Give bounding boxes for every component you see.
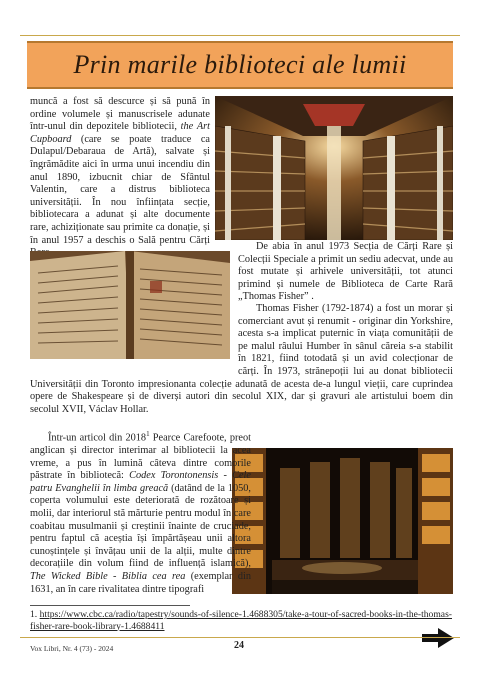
top-rule [20, 35, 460, 36]
footnote: 1. https://www.cbc.ca/radio/tapestry/sounds-of-silence-1.4688305/take-a-tour-of-sacred-books-in-the-thomas-fisher-rare-book-library-1.4688411 [30, 609, 452, 632]
paragraph-4: Într-un articol din 2018$^1$ Pearce Carefoote, preot anglican și director interimar al bibliotecii la acea vreme, a pus în lumină câteva dintre comorile păstrate în bibliotecă: Codex Torontonensis - Cele patru Evanghelii în limba greacă (datând de la 1050, coperta volumului este deteriorată de rozătoare și molii, dar interiorul stă mărturie pentru modul în care coabitau musulmanii și creștinii înainte de cruciade, pentru faptul că aceștia își împărtășeau unii altora cunoștințele și învățau unii de la alții, multe dintre decorațiile din volum fiind de influență islamică), The Wicked Bible - Biblia cea rea (exemplar din 1631, an în care rivalitatea dintre tipografi [30, 428, 453, 610]
journal-name: Vox Libri, Nr. 4 (73) - 2024 [30, 644, 114, 653]
library-interior-photo [215, 96, 453, 240]
paragraph-2: De abia în anul 1973 Secția de Cărți Rare și Colecții Speciale a primit un sediu adecvat, unde au fost mutate și arhivele universității, tot atunci primind și numele de Biblioteca de Carte Rară „Thomas Fisher” . [238, 241, 453, 303]
bottom-rule [20, 637, 460, 638]
section-banner [27, 41, 453, 89]
right-arrow-icon[interactable] [422, 628, 454, 653]
footnote-link[interactable]: https://www.cbc.ca/radio/tapestry/sounds-of-silence-1.4688305/take-a-tour-of-sacred-books-in-the-thomas-fisher-rare-book-library-1.4688411 [30, 609, 452, 632]
float-spacer [30, 303, 238, 377]
page-number: 24 [234, 640, 244, 651]
paragraph-1: muncă a fost să descurce și să pună în ordine volumele și manuscrisele adunate într-unul din depozitele bibliotecii, the Art Cupboard (care se poate traduce ca Dulapul/Debaraua de Artă), salvate și îngrămădite aici în urma unui incendiu din anul 1890, izbucnit chiar de Sfântul Valentin, care a distrus biblioteca universității. În nou înființata secție, bibliotecara a adunat și alte documente rare, achiziționate sau primite ca donație, și în anul 1957 a deschis o Sală pentru Cărți [30, 96, 210, 246]
paragraph-3: Thomas Fisher (1792-1874) a fost un morar și comerciant avut și renumit - originar din Yorkshire, acesta s-a implicat puternic în viața comunității de pe malul râului Humber în sânul căreia s-a stabilit în 1821, fiind totodată și un avid colecționar de cărți. În 1973, strănepoții lui au donat bibliotecii Universității din Toronto impresionanta colecție adunată de acesta de-a lungul vieții, care cuprindea opere de Shakespeare și de diverși autori din secolul XIX, dar și gravuri ale artistului boem din secolul XVII, Václav Hollar. [30, 303, 453, 415]
section-title: Prin marile biblioteci ale lumii [73, 50, 407, 79]
float-spacer-right [251, 442, 453, 610]
footnote-rule [30, 605, 190, 606]
